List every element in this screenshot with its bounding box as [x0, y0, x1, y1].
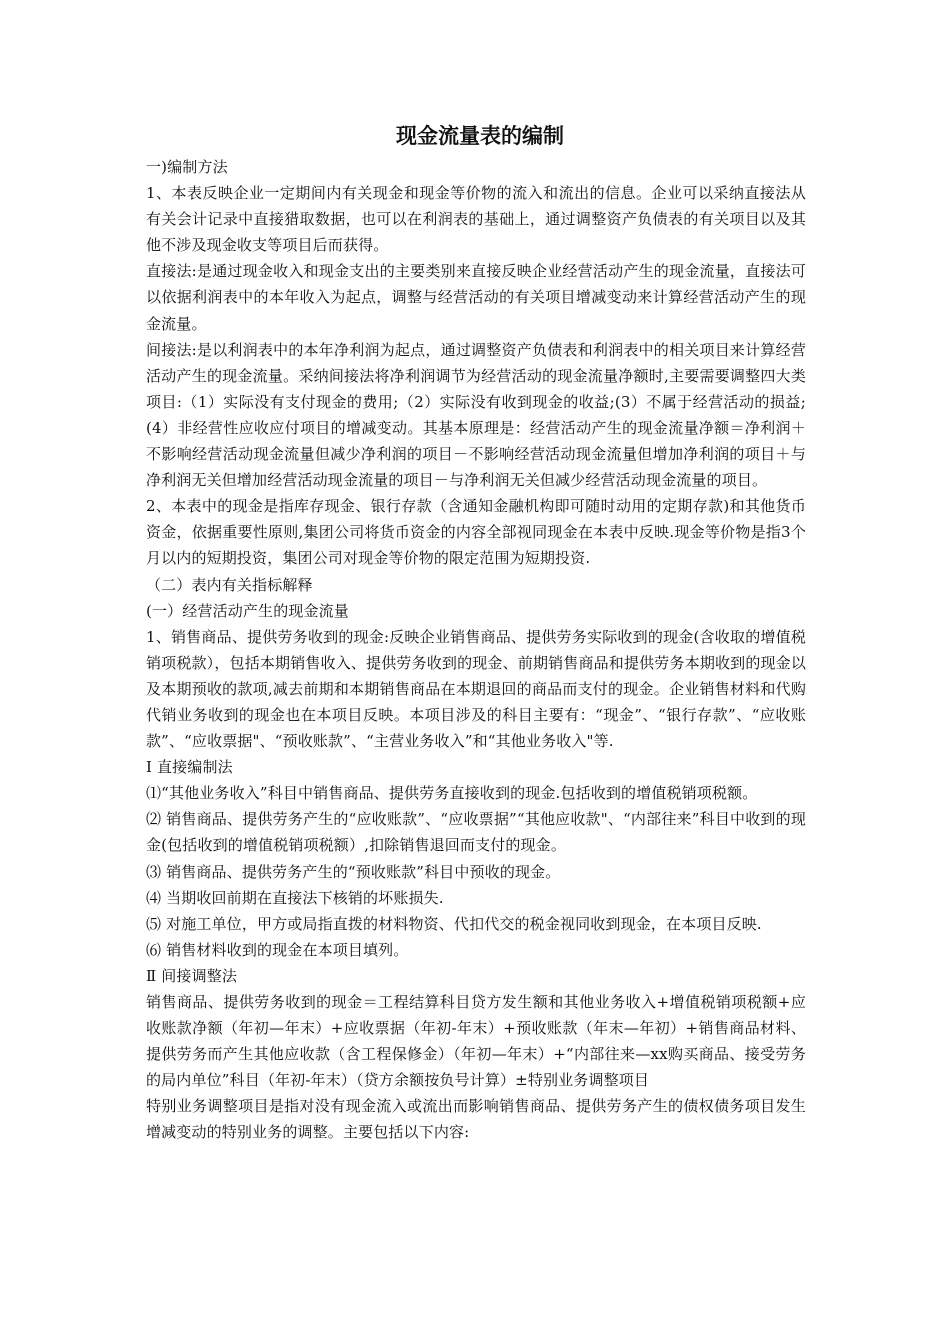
document-title: 现金流量表的编制: [396, 124, 564, 148]
subsection-heading: (一）经营活动产生的现金流量: [146, 601, 349, 620]
paragraph: 间接法:是以利润表中的本年净利润为起点，通过调整资产负债表和利润表中的相关项目来计算经营活动产生的现金流量。采纳间接法将净利润调节为经营活动的现金流量净额时,主要需要调整四大类项目:（1）实际没有支付现金的费用;（2）实际没有收到现金的收益;(3）不属于经营活动的损益;(4）非经营性应收应付项目的增减变动。其基本原理是：经营活动产生的现金流量净额＝净利润＋不影响经营活动现金流量但减少净利润的项目－不影响经营活动现金流量但增加净利润的项目＋与净利润无关但增加经营活动现金流量的项目－与净利润无关但减少经营活动现金流量的项目。: [146, 340, 806, 490]
list-item: ⑵ 销售商品、提供劳务产生的“应收账款”、“应收票据”“其他应收款"、“内部往来”科目中收到的现金(包括收到的增值税销项税额）,扣除销售退回而支付的现金。: [146, 810, 806, 855]
section-heading-explanation: （二）表内有关指标解释: [146, 575, 313, 594]
list-item: ⑴“其他业务收入”科目中销售商品、提供劳务直接收到的现金.包括收到的增值税销项税额。: [146, 784, 758, 803]
paragraph: 1、销售商品、提供劳务收到的现金:反映企业销售商品、提供劳务实际收到的现金(含收取的增值税销项税款），包括本期销售收入、提供劳务收到的现金、前期销售商品和提供劳务本期收到的现金以及本期预收的款项,减去前期和本期销售商品在本期退回的商品而支付的现金。企业销售材料和代购代销业务收到的现金也在本项目反映。本项目涉及的科目主要有：“现金”、“银行存款”、“应收账款”、“应收票据"、“预收账款”、“主营业务收入”和“其他业务收入"等.: [146, 627, 806, 751]
list-item: ⑶ 销售商品、提供劳务产生的“预收账款”科目中预收的现金。: [146, 862, 561, 881]
document-body: [146, 154, 806, 1146]
list-item: ⑹ 销售材料收到的现金在本项目填列。: [146, 940, 409, 959]
section-heading-method: 一)编制方法: [146, 158, 228, 176]
document-page: [146, 118, 806, 1146]
subsection-heading: Ⅱ 间接调整法: [146, 966, 238, 985]
list-item: ⑸ 对施工单位，甲方或局指直拨的材料物资、代扣代交的税金视同收到现金，在本项目反映.: [146, 914, 762, 933]
paragraph: 2、本表中的现金是指库存现金、银行存款（含通知金融机构即可随时动用的定期存款)和其他货币资金，依据重要性原则,集团公司将货币资金的内容全部视同现金在本表中反映.现金等价物是指3个月以内的短期投资，集团公司对现金等价物的限定范围为短期投资.: [146, 497, 806, 568]
paragraph: 特别业务调整项目是指对没有现金流入或流出而影响销售商品、提供劳务产生的债权债务项目发生增减变动的特别业务的调整。主要包括以下内容:: [146, 1097, 806, 1142]
list-item: ⑷ 当期收回前期在直接法下核销的坏账损失.: [146, 888, 444, 907]
subsection-heading: Ⅰ 直接编制法: [146, 758, 233, 777]
paragraph: 1、本表反映企业一定期间内有关现金和现金等价物的流入和流出的信息。企业可以采纳直接法从有关会计记录中直接猎取数据，也可以在利润表的基础上，通过调整资产负债表的有关项目以及其他不涉及现金收支等项目后而获得。: [146, 184, 806, 255]
paragraph: 销售商品、提供劳务收到的现金＝工程结算科目贷方发生额和其他业务收入+增值税销项税额+应收账款净额（年初—年末）+应收票据（年初-年末）+预收账款（年末—年初）+销售商品材料、提供劳务而产生其他应收款（含工程保修金）（年初—年末）+“内部往来—xx购买商品、接受劳务的局内单位”科目（年初-年末）（贷方余额按负号计算）±特别业务调整项目: [146, 993, 806, 1090]
paragraph: 直接法:是通过现金收入和现金支出的主要类别来直接反映企业经营活动产生的现金流量，直接法可以依据利润表中的本年收入为起点，调整与经营活动的有关项目增减变动来计算经营活动产生的现金流量。: [146, 262, 806, 333]
